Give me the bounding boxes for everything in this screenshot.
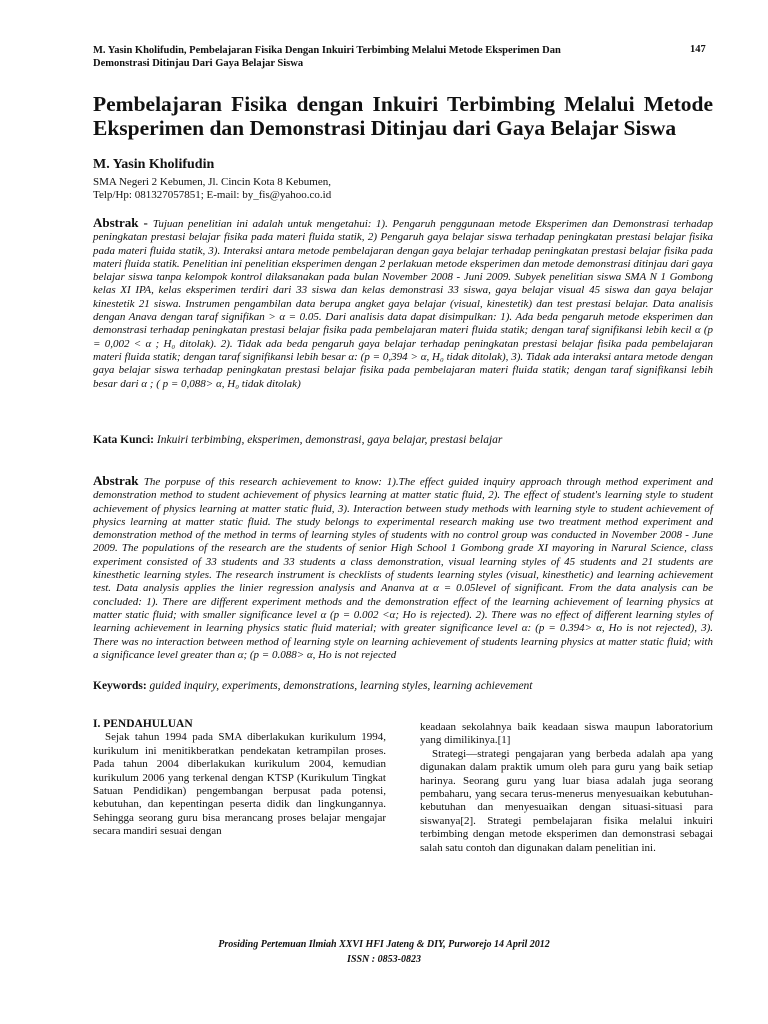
abstract-en-label: Abstrak bbox=[93, 473, 144, 488]
kata-kunci-label: Kata Kunci: bbox=[93, 434, 157, 446]
body-paragraph: Sejak tahun 1994 pada SMA diberlakukan kurikulum 1994, kurikulum ini menitikberatkan pendekatan ketrampilan proses. Pada tahun 2004 diberlakukan kurikulum 2004, kemudian kurikulum 2006 yang terkenal dengan KTSP (Kurikulum Tingkat Satuan Pendidikan) pengembangan berpusat pada potensi, kebutuhan, dan kepentingan peserta didik dan lingkungannya. Sehingga seorang guru bisa merancang proses belajar mengajar secara mandiri sesuai dengan bbox=[93, 731, 386, 838]
abstract-english bbox=[93, 474, 713, 662]
page-number: 147 bbox=[690, 44, 706, 55]
kata-kunci-text: Inkuiri terbimbing, eksperimen, demonstrasi, gaya belajar, prestasi belajar bbox=[156, 434, 503, 446]
body-paragraph: Strategi—strategi pengajaran yang berbeda adalah apa yang digunakan dalam praktik umum oleh para guru yang baik setiap harinya. Seorang guru yang luar biasa adalah juga seorang pembaharu, yang secara terus-menerus menyesuaikan kebutuhan-kebutuhan dan menyesuaikan dengan situasi-situasi para siswanya[2]. Strategi pembelajaran fisika melalui inkuiri terbimbing dengan metode eksperimen dan demonstrasi sebagai salah satu contoh dan digunakan dalam penelitian ini. bbox=[420, 747, 713, 854]
kata-kunci bbox=[93, 434, 713, 446]
body-column-left bbox=[93, 718, 386, 839]
keywords-text: guided inquiry, experiments, demonstrations, learning styles, learning achievement bbox=[149, 680, 533, 692]
abstract-indonesian bbox=[93, 216, 713, 391]
paper-title: Pembelajaran Fisika dengan Inkuiri Terbimbing Melalui Metode Eksperimen dan Demonstrasi Ditinjau dari Gaya Belajar Siswa bbox=[93, 92, 713, 140]
abstract-id-label: Abstrak - bbox=[93, 215, 153, 230]
footer-issn: ISSN : 0853-0823 bbox=[347, 954, 421, 965]
keywords-label: Keywords: bbox=[93, 680, 150, 692]
affiliation-address: SMA Negeri 2 Kebumen, Jl. Cincin Kota 8 Kebumen, bbox=[93, 176, 331, 188]
running-head: M. Yasin Kholifudin, Pembelajaran Fisika Dengan Inkuiri Terbimbing Melalui Metode Eksperimen Dan Demonstrasi Ditinjau Dari Gaya Belajar Siswa bbox=[93, 45, 561, 69]
affiliation-contact: Telp/Hp: 081327057851; E-mail: by_fis@yahoo.co.id bbox=[93, 188, 332, 201]
body-paragraph: keadaan sekolahnya baik keadaan siswa maupun laboratorium yang dimilikinya.[1] bbox=[420, 721, 713, 747]
author-name: M. Yasin Kholifudin bbox=[93, 157, 215, 172]
abstract-id-text: Tujuan penelitian ini adalah untuk mengetahui: 1). Pengaruh penggunaan metode Eksperimen dan Demonstrasi terhadap peningkatan prestasi belajar fisika pada materi fluida statik, 2) Pengaruh gaya belajar siswa terhadap peningkatan prestasi belajar fisika pada materi fluida statik, 3). Interaksi antara metode pembelajaran dengan gaya belajar terhadap peningkatan prestasi belajar fisika pada materi fluida statik. Penelitian ini penelitian eksperimen dengan 2 perlakuan metode eksperimen dan metode demonstrasi ditinjau dari gaya belajar siswa tanpa kelompok kontrol dilaksanakan pada bulan November 2008 - Juni 2009. Subyek penelitian siswa SMA N 1 Gombong kelas XI IPA, kelas eksperimen terdiri dari 33 siswa dan kelas demonstrasi 33 siswa, gaya belajar visual 45 siswa dan gaya belajar kinestetik 21 siswa. Instrumen pengambilan data berupa angket gaya belajar (visual, kinestetik) dan test prestasi belajar. Data analisis dengan Anava dengan taraf signifikan > α = 0.05. Dari analisis data dapat disimpulkan: 1). Ada beda pengaruh metode eksperimen dan demonstrasi terhadap peningkatan prestasi belajar fisika pada pembelajaran materi fluida statik; dengan taraf signifikansi lebih kecil α (p = 0,002 < α ; H₀ ditolak). 2). Tidak ada beda pengaruh gaya belajar terhadap peningkatan prestasi belajar fisika pada pembelajaran materi fluida statik; dengan taraf signifikansi lebih besar α: (p = 0,394 > α, H₀ tidak ditolak), 3). Tidak ada interaksi antara metode dengan gaya belajar siswa terhadap peningkatan prestasi belajar fisika pada pembelajaran materi fluida statik; dengan taraf signifikansi lebih besar dari α ; ( p = 0,088> α, H₀ tidak ditolak) bbox=[93, 218, 713, 390]
affiliation bbox=[93, 176, 423, 201]
footer-proceedings: Prosiding Pertemuan Ilmiah XXVI HFI Jateng & DIY, Purworejo 14 April 2012 bbox=[218, 939, 550, 950]
section-title: I. PENDAHULUAN bbox=[93, 718, 193, 730]
body-column-right bbox=[420, 721, 713, 855]
abstract-en-text: The porpuse of this research achievement to know: 1).The effect guided inquiry approach through method experiment and demonstration method to student achievement of physics learning at matter static fluid, 2). The effect of student's learning style to student achievement of physics learning at matter static fluid, 3). Interaction between study methods with learning style to student achievement of physics learning at matter static fluid. The study belongs to experimental research making use two treatment method experiment and demonstration method of the method in terms of learning styles of students with no control group was conducted in November 2008 - June 2009. The populations of the research are the students of senior High School 1 Gombong grade XI mayoring in Narural Science, class experiment consisted of 33 students and 33 students a class demonstration, visual learning styles of 45 students and 21 students are kinesthetic learning styles. The research instrument is checklists of students learning styles (visual, kinesthetic) and learning achievement test. Data analysis applies the linier regression analysis and Ananva at α = 0.05level of significant. From the data analysis can be concluded: 1). There are different experiment methods and the demonstration effect of the learning achievement of learning physics at matter static fluid; with smaller significance level α (p = 0.002 <α; Ho is rejected). 2). There was no effect of different learning styles of learning achievement in learning physics static fluid material; with greater significance level α: (p = 0.394> α, Ho is not rejected), 3). There was no interaction between method of learning style on learning achievement of students learning physics at matter static fluid; with a significance level greater than α; (p = 0.088> α, Ho is not rejected bbox=[93, 476, 713, 661]
keywords bbox=[93, 680, 713, 692]
